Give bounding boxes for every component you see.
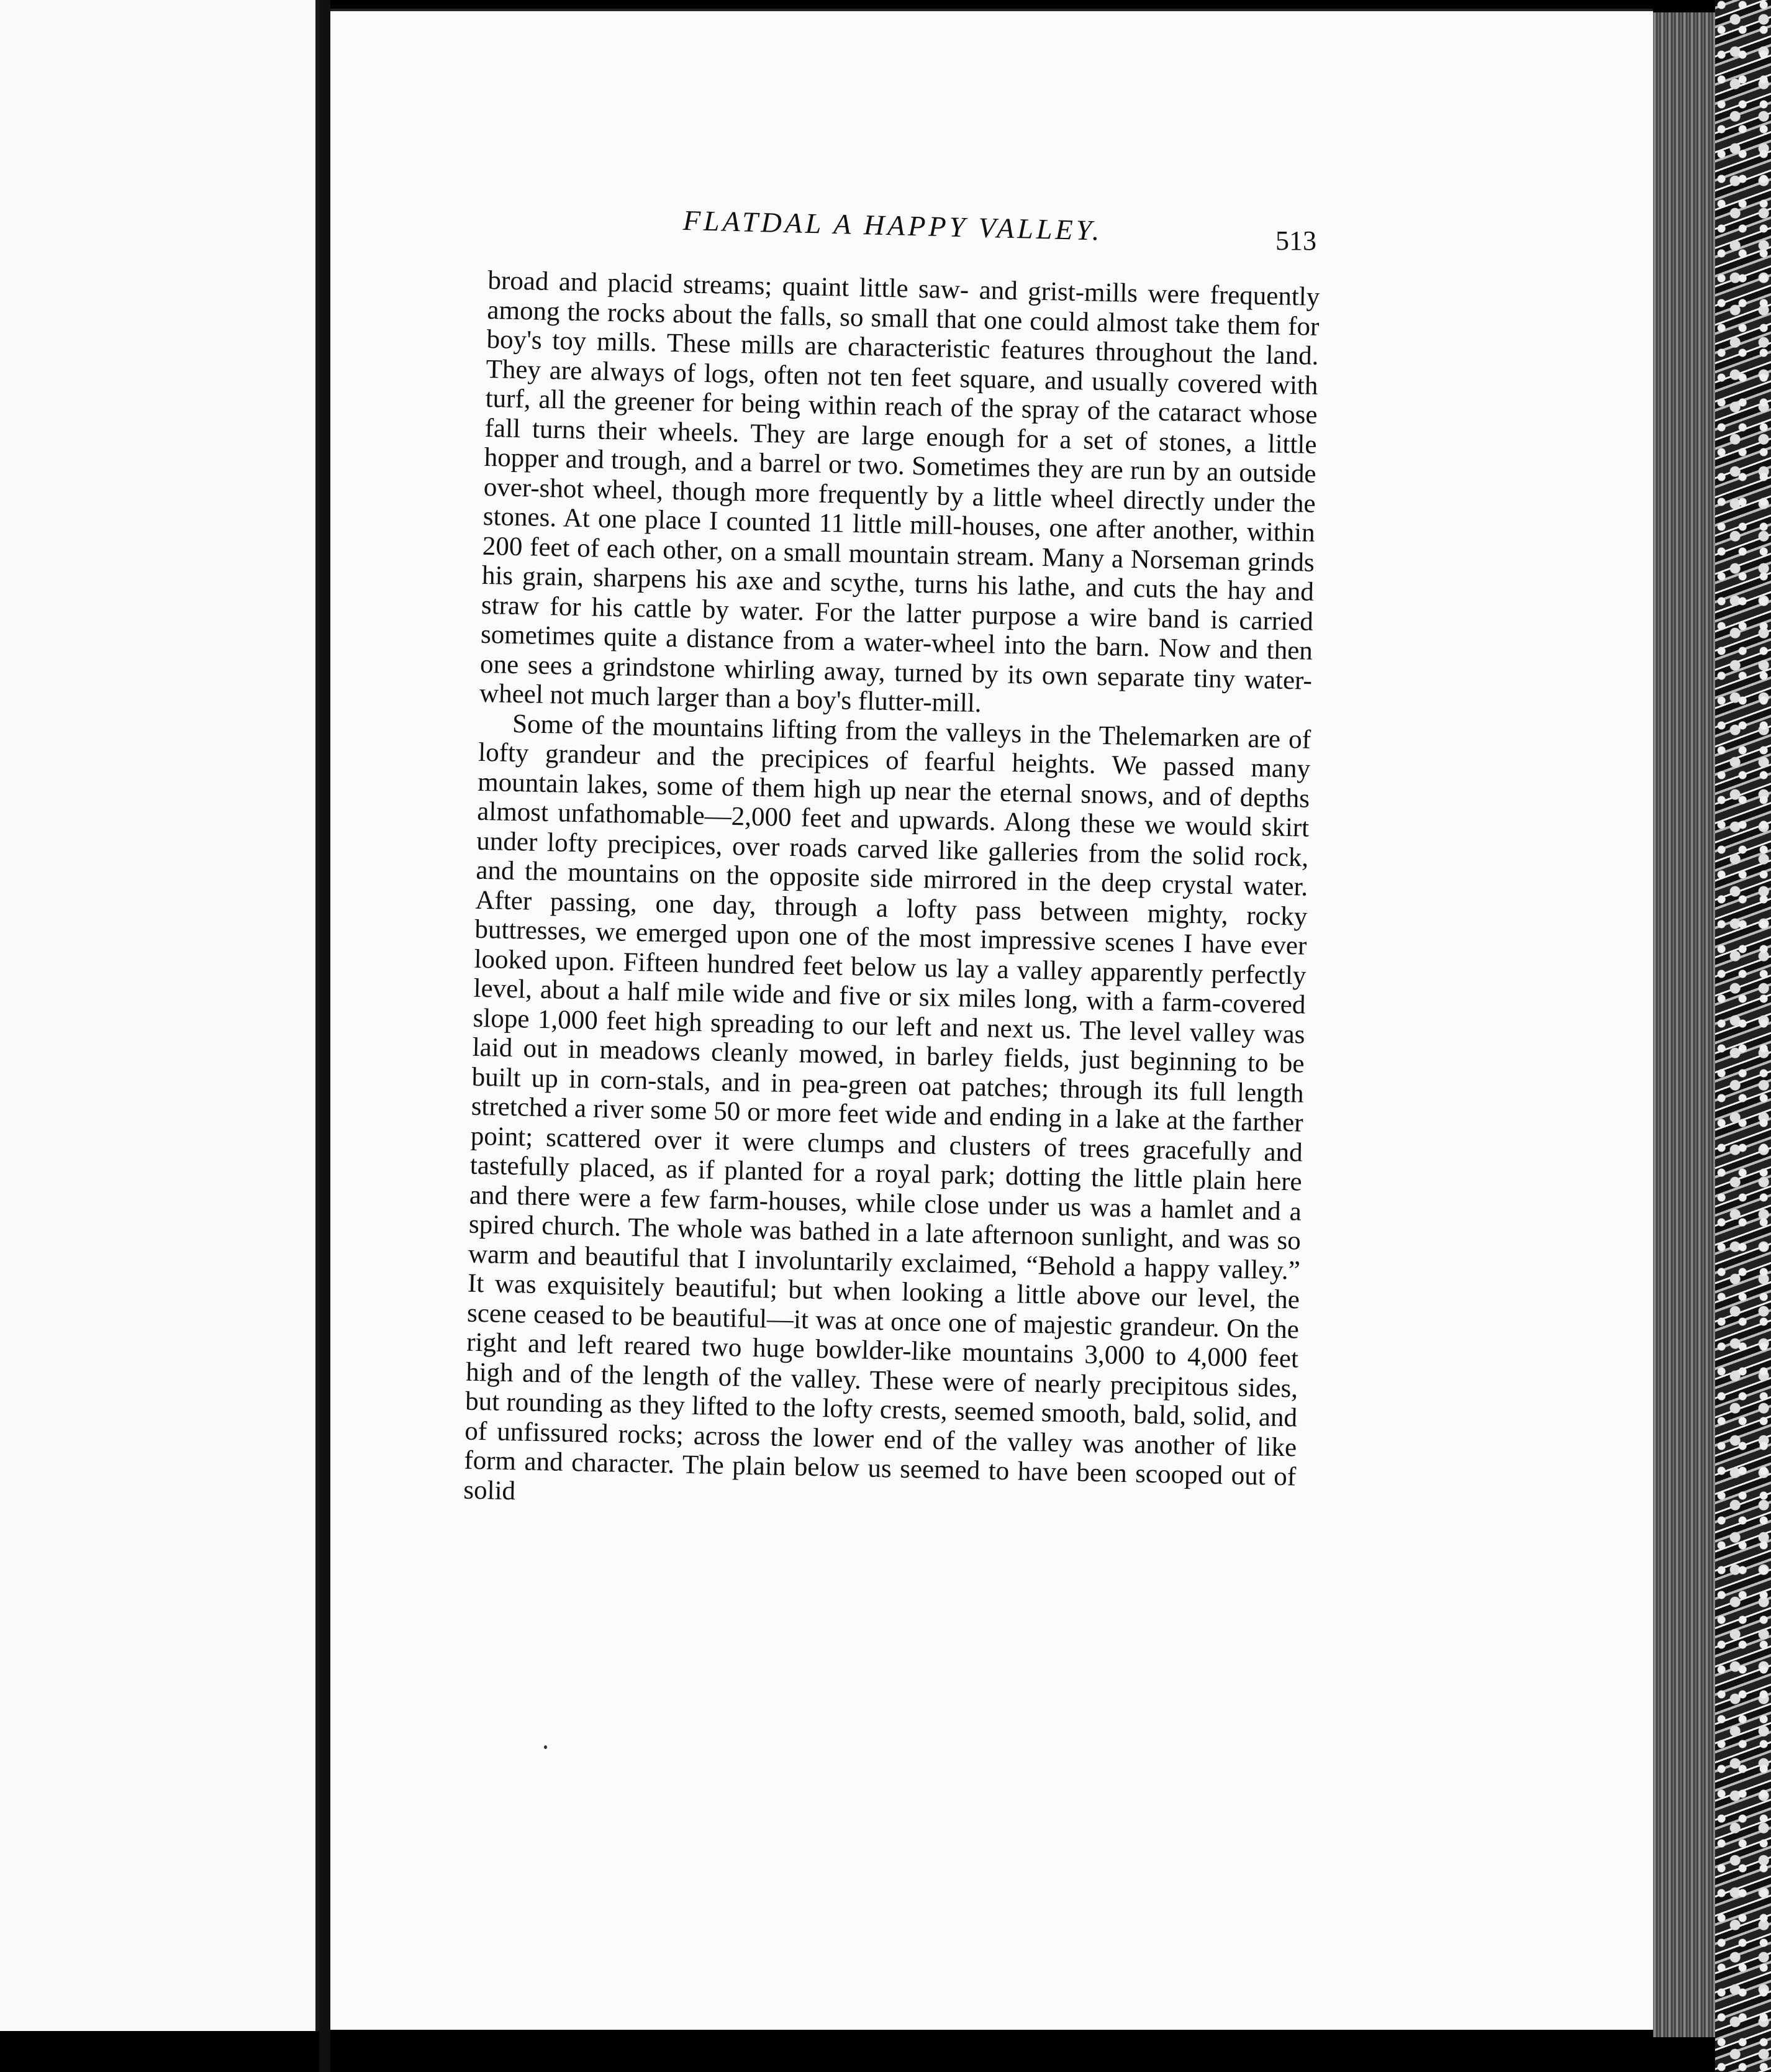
book-spine-gutter [319,0,330,2072]
running-title: FLATDAL A HAPPY VALLEY. [682,204,1103,247]
body-text [463,266,1320,1521]
page-edges [1653,12,1715,2037]
left-blank-page [0,0,319,2031]
page-number: 513 [1275,225,1316,256]
ink-speck [544,1745,547,1749]
marbled-cover-edge [1715,0,1771,2072]
paragraph-2: Some of the mountains lifting from the valleys in the Thelemarken are of lofty grandeur and the precipices of fearful heights. We passed many mountain lakes, some of them high up near the eternal snows, and of depths almost unfathomable—2,000 feet and upwards. Along these we would skirt under lofty precipices, over roads carved like galleries from the solid rock, and the mountains on the opposite side mirrored in the deep crystal water. After passing, one day, through a lofty pass between mighty, rocky buttresses, we emerged upon one of the most impressive scenes I have ever looked upon. Fifteen hundred feet below us lay a valley apparently perfectly level, about a half mile wide and five or six miles long, with a farm-covered slope 1,000 feet high spreading to our left and next us. The level valley was laid out in meadows cleanly mowed, in barley fields, just beginning to be built up in corn-stals, and in pea-green oat patches; through its full length stretched a river some 50 or more feet wide and ending in a lake at the farther point; scattered over it were clumps and clusters of trees gracefully and tastefully placed, as if planted for a royal park; dotting the little plain here and there were a few farm-houses, while close under us was a hamlet and a spired church. The whole was bathed in a late afternoon sunlight, and was so warm and beautiful that I involuntarily exclaimed, “Behold a happy valley.” It was exquisitely beautiful; but when looking a little above our level, the scene ceased to be beautiful—it was at once one of majestic grandeur. On the right and left reared two huge bowlder-like mountains 3,000 to 4,000 feet high and of the length of the valley. These were of nearly precipitous sides, but rounding as they lifted to the lofty crests, seemed smooth, bald, solid, and of unfissured rocks; across the lower end of the valley was another of like form and character. The plain below us seemed to have been scooped out of solid [463,709,1311,1506]
paragraph-1: broad and placid streams; quaint little saw- and grist-mills were frequently among the rocks about the falls, so small that one could almost take them for boy's toy mills. These mills are characteristic features throughout the land. They are always of logs, often not ten feet square, and usually covered with turf, all the greener for being within reach of the spray of the cataract whose fall turns their wheels. They are large enough for a set of stones, a little hopper and trough, and a barrel or two. Sometimes they are run by an outside over-shot wheel, though more frequently by a little wheel directly under the stones. At one place I counted 11 little mill-houses, one after another, within 200 feet of each other, on a small mountain stream. Many a Norseman grinds his grain, sharpens his axe and scythe, turns his lathe, and cuts the hay and straw for his cattle by water. For the latter purpose a wire band is carried sometimes quite a distance from a water-wheel into the barn. Now and then one sees a grindstone whirling away, turned by its own separate tiny water-wheel not much larger than a boy's flutter-mill. [479,266,1320,719]
